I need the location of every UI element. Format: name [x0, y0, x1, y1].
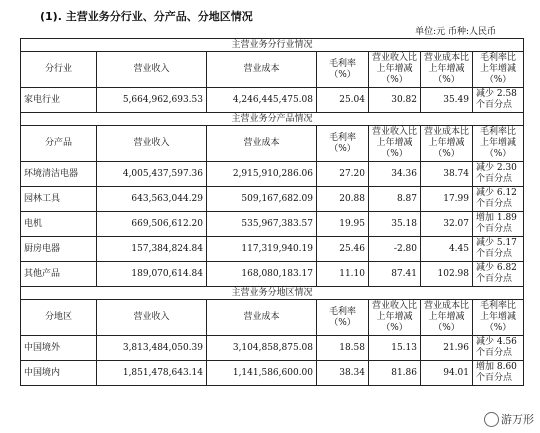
column-header-row [21, 52, 524, 88]
column-header-cost-change: 营业成本比上年增减（%） [421, 52, 473, 88]
column-header-margin-change: 毛利率比上年增减（%） [473, 300, 524, 336]
cell-revenue: 4,005,437,597.36 [97, 162, 207, 187]
unit-currency-line: 单位:元 币种:人民币 [415, 27, 496, 37]
cell-revenue: 189,070,614.84 [97, 262, 207, 287]
column-header-cost: 营业成本 [207, 300, 317, 336]
cell-cost-change: 38.74 [421, 162, 473, 187]
row-label: 园林工具 [21, 187, 97, 212]
cell-rev-change: 34.36 [369, 162, 421, 187]
cell-margin: 25.46 [317, 237, 369, 262]
cell-cost-change: 17.99 [421, 187, 473, 212]
section-title: 主营业务分行业情况 [21, 39, 524, 52]
cell-rev-change: 35.18 [369, 212, 421, 237]
row-label: 电机 [21, 212, 97, 237]
row-label: 中国境内 [21, 361, 97, 386]
cell-margin-change: 减少 5.17 个百分点 [473, 237, 524, 262]
cell-cost: 3,104,858,875.08 [207, 336, 317, 361]
cell-cost-change: 32.07 [421, 212, 473, 237]
column-header-row [21, 126, 524, 162]
cell-rev-change: -2.80 [369, 237, 421, 262]
column-header-margin-change: 毛利率比上年增减（%） [473, 52, 524, 88]
cell-margin-change: 减少 6.12 个百分点 [473, 187, 524, 212]
cell-rev-change: 30.82 [369, 88, 421, 113]
table-row [21, 237, 524, 262]
cell-revenue: 5,664,962,693.53 [97, 88, 207, 113]
column-header-cost-change: 营业成本比上年增减（%） [421, 300, 473, 336]
cell-margin-change: 减少 2.58 个百分点 [473, 88, 524, 113]
cell-margin: 18.58 [317, 336, 369, 361]
section-title: 主营业务分地区情况 [21, 287, 524, 300]
column-header-margin: 毛利率（%） [317, 52, 369, 88]
cell-revenue: 157,384,824.84 [97, 237, 207, 262]
cell-rev-change: 15.13 [369, 336, 421, 361]
column-header-label: 分行业 [21, 52, 97, 88]
cell-margin: 19.95 [317, 212, 369, 237]
section-title: 主营业务分产品情况 [21, 113, 524, 126]
cell-rev-change: 81.86 [369, 361, 421, 386]
row-label: 环境清洁电器 [21, 162, 97, 187]
cell-revenue: 669,506,612.20 [97, 212, 207, 237]
cell-revenue: 3,813,484,050.39 [97, 336, 207, 361]
watermark-text: 游万形 [501, 413, 534, 426]
row-label: 厨房电器 [21, 237, 97, 262]
column-header-row [21, 300, 524, 336]
cell-rev-change: 8.87 [369, 187, 421, 212]
cell-margin: 38.34 [317, 361, 369, 386]
cell-revenue: 1,851,478,643.14 [97, 361, 207, 386]
section-heading: (1). 主营业务分行业、分产品、分地区情况 [40, 10, 253, 23]
table-row [21, 187, 524, 212]
column-header-cost-change: 营业成本比上年增减（%） [421, 126, 473, 162]
table-row [21, 212, 524, 237]
cell-margin-change: 减少 2.30 个百分点 [473, 162, 524, 187]
cell-margin: 25.04 [317, 88, 369, 113]
cell-cost-change: 94.01 [421, 361, 473, 386]
column-header-cost: 营业成本 [207, 126, 317, 162]
watermark-logo-icon [484, 412, 499, 427]
column-header-margin-change: 毛利率比上年增减（%） [473, 126, 524, 162]
cell-margin-change: 增加 8.60 个百分点 [473, 361, 524, 386]
cell-margin: 27.20 [317, 162, 369, 187]
cell-cost-change: 35.49 [421, 88, 473, 113]
cell-cost: 535,967,383.57 [207, 212, 317, 237]
table-row [21, 88, 524, 113]
column-header-rev-change: 营业收入比上年增减（%） [369, 300, 421, 336]
cell-margin: 20.88 [317, 187, 369, 212]
table-row [21, 262, 524, 287]
cell-margin: 11.10 [317, 262, 369, 287]
section-title-row [21, 39, 524, 52]
cell-cost: 168,080,183.17 [207, 262, 317, 287]
cell-cost: 509,167,682.09 [207, 187, 317, 212]
cell-revenue: 643,563,044.29 [97, 187, 207, 212]
column-header-cost: 营业成本 [207, 52, 317, 88]
cell-cost: 4,246,445,475.08 [207, 88, 317, 113]
cell-cost: 1,141,586,600.00 [207, 361, 317, 386]
cell-cost-change: 102.98 [421, 262, 473, 287]
watermark [484, 411, 534, 427]
cell-cost: 2,915,910,286.06 [207, 162, 317, 187]
section-title-row [21, 287, 524, 300]
column-header-margin: 毛利率（%） [317, 300, 369, 336]
cell-cost-change: 4.45 [421, 237, 473, 262]
cell-margin-change: 减少 4.56 个百分点 [473, 336, 524, 361]
table-row [21, 361, 524, 386]
row-label: 家电行业 [21, 88, 97, 113]
cell-margin-change: 增加 1.89 个百分点 [473, 212, 524, 237]
row-label: 中国境外 [21, 336, 97, 361]
cell-cost-change: 21.96 [421, 336, 473, 361]
column-header-revenue: 营业收入 [97, 300, 207, 336]
column-header-rev-change: 营业收入比上年增减（%） [369, 126, 421, 162]
cell-rev-change: 87.41 [369, 262, 421, 287]
column-header-margin: 毛利率（%） [317, 126, 369, 162]
cell-cost: 117,319,940.19 [207, 237, 317, 262]
section-title-row [21, 113, 524, 126]
column-header-label: 分产品 [21, 126, 97, 162]
column-header-label: 分地区 [21, 300, 97, 336]
table-row [21, 162, 524, 187]
table-row [21, 336, 524, 361]
revenue-breakdown-table [20, 38, 524, 386]
row-label: 其他产品 [21, 262, 97, 287]
cell-margin-change: 减少 6.82 个百分点 [473, 262, 524, 287]
column-header-revenue: 营业收入 [97, 126, 207, 162]
column-header-rev-change: 营业收入比上年增减（%） [369, 52, 421, 88]
column-header-revenue: 营业收入 [97, 52, 207, 88]
